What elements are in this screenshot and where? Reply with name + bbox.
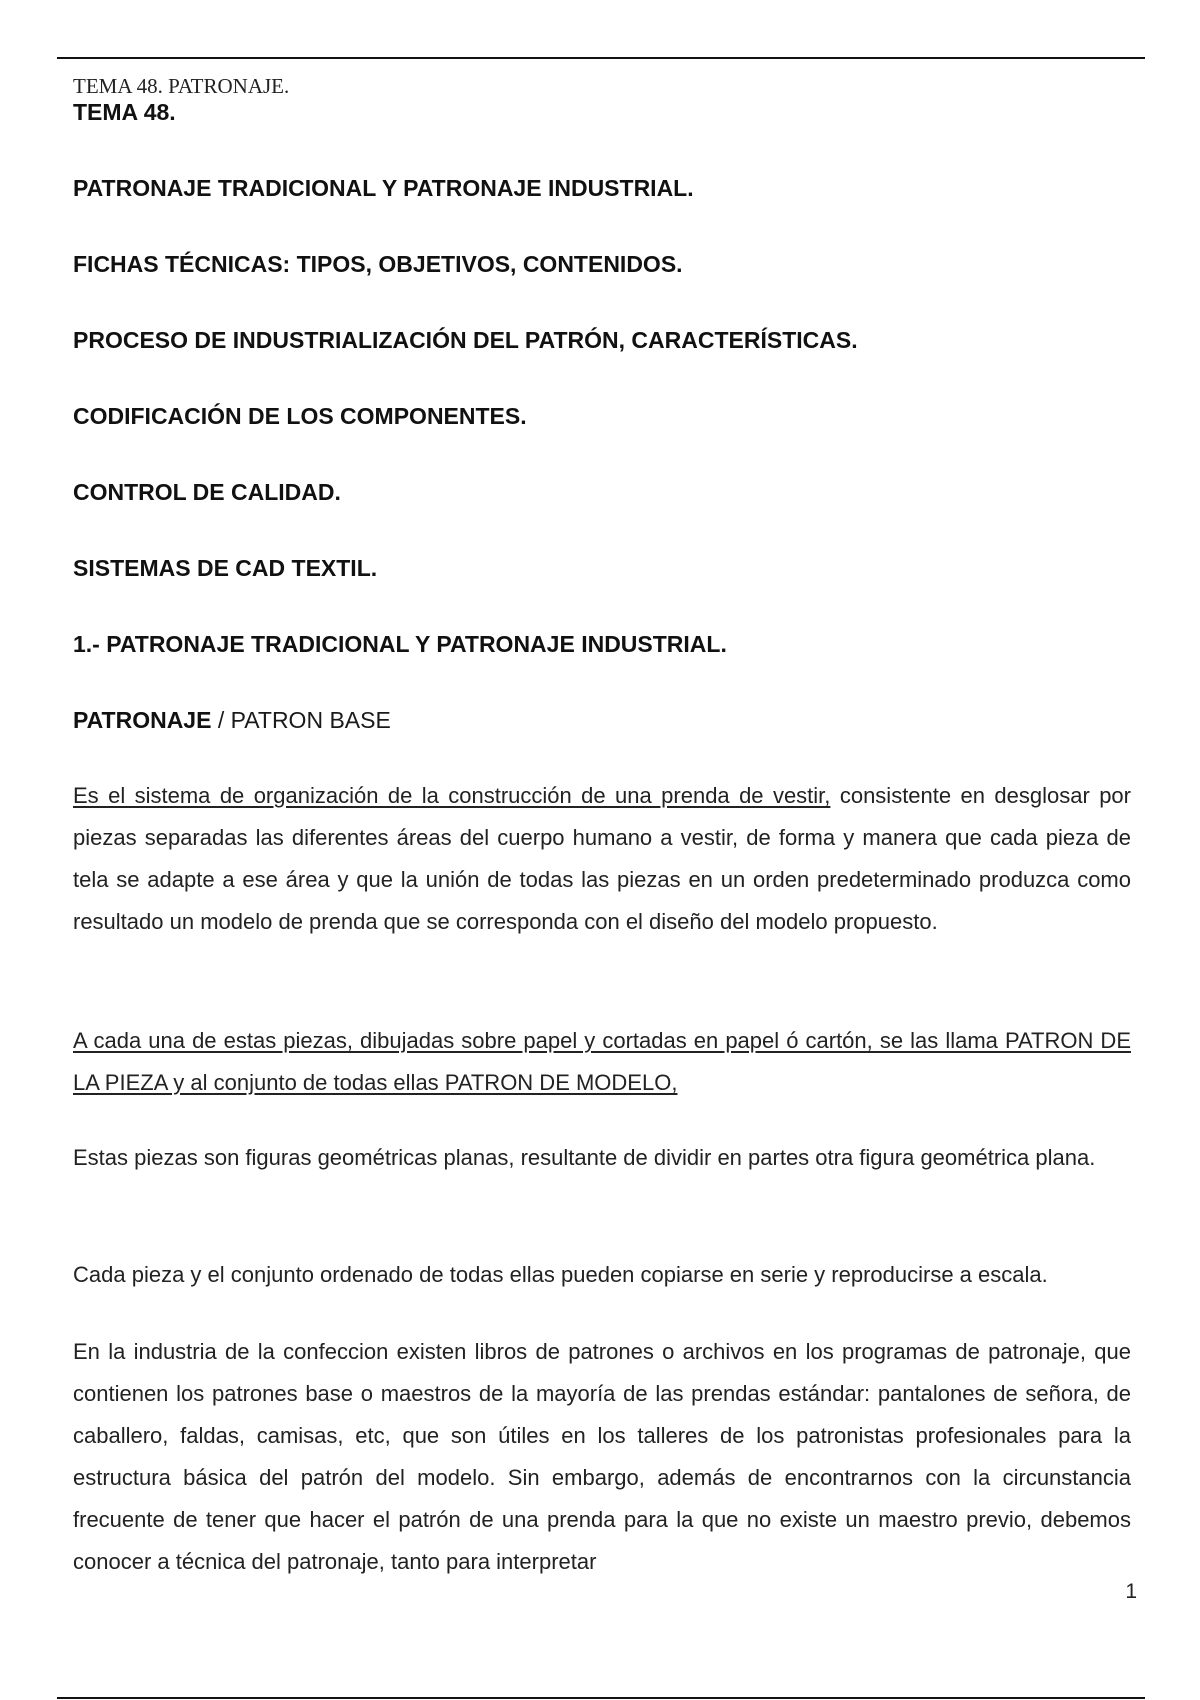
paragraph-patron xyxy=(73,1020,1131,1104)
top-rule xyxy=(57,57,1145,59)
topic-heading-proceso: PROCESO DE INDUSTRIALIZACIÓN DEL PATRÓN, CARACTERÍSTICAS. xyxy=(73,327,858,353)
page-header: TEMA 48. PATRONAJE. xyxy=(73,74,290,98)
patron-underlined: A cada una de estas piezas, dibujadas sobre papel y cortadas en papel ó cartón, se las llama PATRON DE LA PIEZA y al conjunto de todas ellas PATRON DE MODELO, xyxy=(73,1028,1131,1095)
topic-heading-control: CONTROL DE CALIDAD. xyxy=(73,479,341,505)
bottom-rule xyxy=(57,1697,1145,1699)
subheading-bold: PATRONAJE xyxy=(73,707,212,733)
paragraph-figuras: Estas piezas son figuras geométricas planas, resultante de dividir en partes otra figura geométrica plana. xyxy=(73,1145,1096,1170)
section-heading-1: 1.- PATRONAJE TRADICIONAL Y PATRONAJE INDUSTRIAL. xyxy=(73,631,727,657)
paragraph-industria: En la industria de la confeccion existen libros de patrones o archivos en los programas de patronaje, que contienen los patrones base o maestros de la mayoría de las prendas estándar: pantalones de señora, de caballero, faldas, camisas, etc, que son útiles en los talleres de los patronistas profesionales para la estructura básica del patrón del modelo. Sin embargo, además de encontrarnos con la circunstancia frecuente de tener que hacer el patrón de una prenda para la que no existe un maestro previo, debemos conocer a técnica del patronaje, tanto para interpretar xyxy=(73,1339,1131,1574)
definition-rest: consistente en desglosar por piezas separadas las diferentes áreas del cuerpo humano a vestir, de forma y manera que cada pieza de tela se adapte a ese área y que la unión de todas las piezas en un orden predeterminado produzca como resultado un modelo de prenda que se corresponda con el diseño del modelo propuesto. xyxy=(73,783,1131,934)
page-number: 1 xyxy=(1125,1580,1137,1603)
subheading-normal: / PATRON BASE xyxy=(211,707,391,733)
subheading xyxy=(73,707,391,734)
topic-heading-patronaje: PATRONAJE TRADICIONAL Y PATRONAJE INDUSTRIAL. xyxy=(73,175,694,201)
topic-heading-codificacion: CODIFICACIÓN DE LOS COMPONENTES. xyxy=(73,403,527,429)
topic-heading-fichas: FICHAS TÉCNICAS: TIPOS, OBJETIVOS, CONTENIDOS. xyxy=(73,251,683,277)
paragraph-copias: Cada pieza y el conjunto ordenado de todas ellas pueden copiarse en serie y reproducirse a escala. xyxy=(73,1262,1048,1287)
definition-underlined: Es el sistema de organización de la construcción de una prenda de vestir, xyxy=(73,783,831,808)
topic-number-heading: TEMA 48. xyxy=(73,99,176,125)
paragraph-definition xyxy=(73,775,1131,943)
topic-heading-cad: SISTEMAS DE CAD TEXTIL. xyxy=(73,555,378,581)
